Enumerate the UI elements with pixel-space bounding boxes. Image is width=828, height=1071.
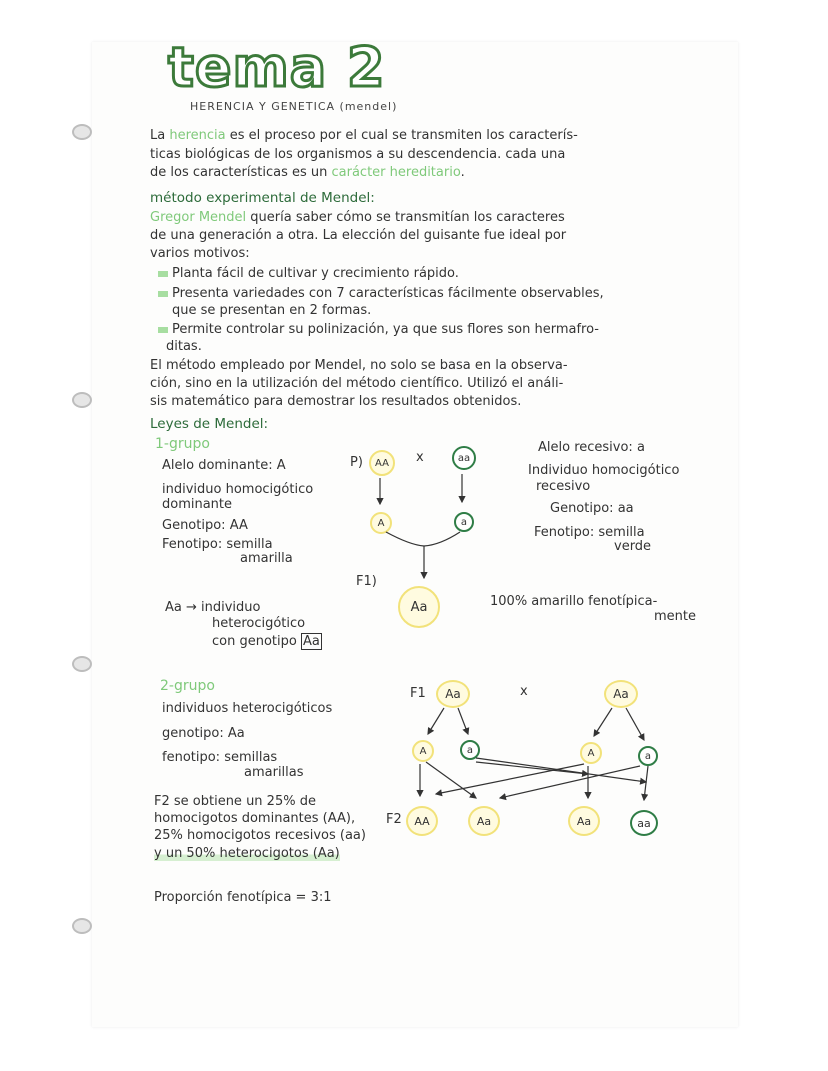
g2-note-4: y un 50% heterocigotos (Aa) <box>154 846 340 861</box>
g1-recesivo-genotipo: Genotipo: aa <box>550 501 634 516</box>
arrow-line <box>644 766 648 800</box>
g1-node-a: a <box>454 512 474 532</box>
g1-recesivo-2: recesivo <box>536 479 591 494</box>
arrow-line <box>476 762 588 774</box>
g2-child-aa: aa <box>630 810 658 836</box>
g1-alelo-dominante: Alelo dominante: A <box>162 458 286 473</box>
arrow-line <box>436 764 584 794</box>
laws-heading: Leyes de Mendel: <box>150 416 269 432</box>
method-line-2: de una generación a otra. La elección del guisante fue ideal por <box>150 228 567 243</box>
g1-node-aa: aa <box>452 446 476 470</box>
method-bullet-2b: que se presentan en 2 formas. <box>172 303 372 318</box>
g1-het-1: Aa → individuo <box>165 600 261 615</box>
g2-parent-2: Aa <box>604 680 638 708</box>
arrow-line <box>458 708 468 734</box>
g1-f1-label: F1) <box>356 574 377 589</box>
g1-het-3: con genotipo Aa <box>212 634 320 649</box>
arrow-line <box>428 708 444 734</box>
g2-gamete-a1: a <box>460 740 480 760</box>
g2-fenotipo-1: fenotipo: semillas <box>162 750 278 765</box>
g2-gamete-A2: A <box>580 742 602 764</box>
method-bullet-3: Permite controlar su polinización, ya que sus flores son hermafro- <box>158 322 599 337</box>
method-heading: método experimental de Mendel: <box>150 190 375 206</box>
g1-individuo-1: individuo homocigótico <box>162 482 314 497</box>
g2-individuos: individuos heterocigóticos <box>162 701 333 716</box>
group-1-label: 1-grupo <box>155 436 210 452</box>
g2-parent-1: Aa <box>436 680 470 708</box>
page-title: tema 2 <box>168 36 386 99</box>
intro-line-3: de los características es un carácter hereditario. <box>150 165 465 180</box>
g2-child-Aa-1: Aa <box>468 806 500 836</box>
g1-het-2: heterocigótico <box>212 616 306 631</box>
g1-node-AA: AA <box>369 450 395 476</box>
g1-fenotipo-1: Fenotipo: semilla <box>162 537 273 552</box>
join-line <box>386 532 460 546</box>
g1-alelo-recesivo: Alelo recesivo: a <box>538 440 645 455</box>
arrow-line <box>626 708 644 740</box>
g1-node-Aa: Aa <box>398 586 440 628</box>
method-bullet-3b: ditas. <box>166 339 202 354</box>
arrow-line <box>426 762 476 798</box>
method-para-1: El método empleado por Mendel, no solo se basa en la observa- <box>150 358 568 373</box>
g2-note-3: 25% homocigotos recesivos (aa) <box>154 828 366 843</box>
group-2-label: 2-grupo <box>160 678 215 694</box>
g1-result-1: 100% amarillo fenotípica- <box>490 594 658 609</box>
g1-cross-symbol: x <box>416 450 424 465</box>
method-line-1: Gregor Mendel quería saber cómo se transmitían los caracteres <box>150 210 565 225</box>
g2-child-Aa-2: Aa <box>568 806 600 836</box>
intro-line-2: ticas biológicas de los organismos a su descendencia. cada una <box>150 147 566 162</box>
g2-gamete-A1: A <box>412 740 434 762</box>
g1-individuo-2: dominante <box>162 497 233 512</box>
g1-result-2: mente <box>654 609 696 624</box>
g2-gamete-a2: a <box>638 746 658 766</box>
method-bullet-1: Planta fácil de cultivar y crecimiento rápido. <box>158 266 459 281</box>
g1-recesivo-fenotipo-2: verde <box>614 539 652 554</box>
method-para-2: ción, sino en la utilización del método científico. Utilizó el análi- <box>150 376 564 391</box>
g1-genotipo: Genotipo: AA <box>162 518 248 533</box>
method-line-3: varios motivos: <box>150 246 250 261</box>
method-para-3: sis matemático para demostrar los resultados obtenidos. <box>150 394 522 409</box>
arrow-line <box>594 708 612 736</box>
g1-recesivo-1: Individuo homocigótico <box>528 463 680 478</box>
g2-note-2: homocigotos dominantes (AA), <box>154 811 356 826</box>
g1-fenotipo-2: amarilla <box>240 551 293 566</box>
g2-proportion: Proporción fenotípica = 3:1 <box>154 890 332 905</box>
g2-child-AA: AA <box>406 806 438 836</box>
g2-cross-symbol: x <box>520 684 528 699</box>
g2-genotipo: genotipo: Aa <box>162 726 245 741</box>
intro-line-1: La herencia es el proceso por el cual se transmiten los caracterís- <box>150 128 578 143</box>
page-subtitle: HERENCIA Y GENETICA (mendel) <box>190 100 398 113</box>
g1-p-label: P) <box>350 455 363 470</box>
g2-f2-label: F2 <box>386 812 402 827</box>
g2-f1-label: F1 <box>410 686 426 701</box>
g1-recesivo-fenotipo-1: Fenotipo: semilla <box>534 525 645 540</box>
g1-node-A: A <box>370 512 392 534</box>
method-bullet-2: Presenta variedades con 7 características fácilmente observables, <box>158 286 604 301</box>
g2-fenotipo-2: amarillas <box>244 765 304 780</box>
g2-note-1: F2 se obtiene un 25% de <box>154 794 316 809</box>
